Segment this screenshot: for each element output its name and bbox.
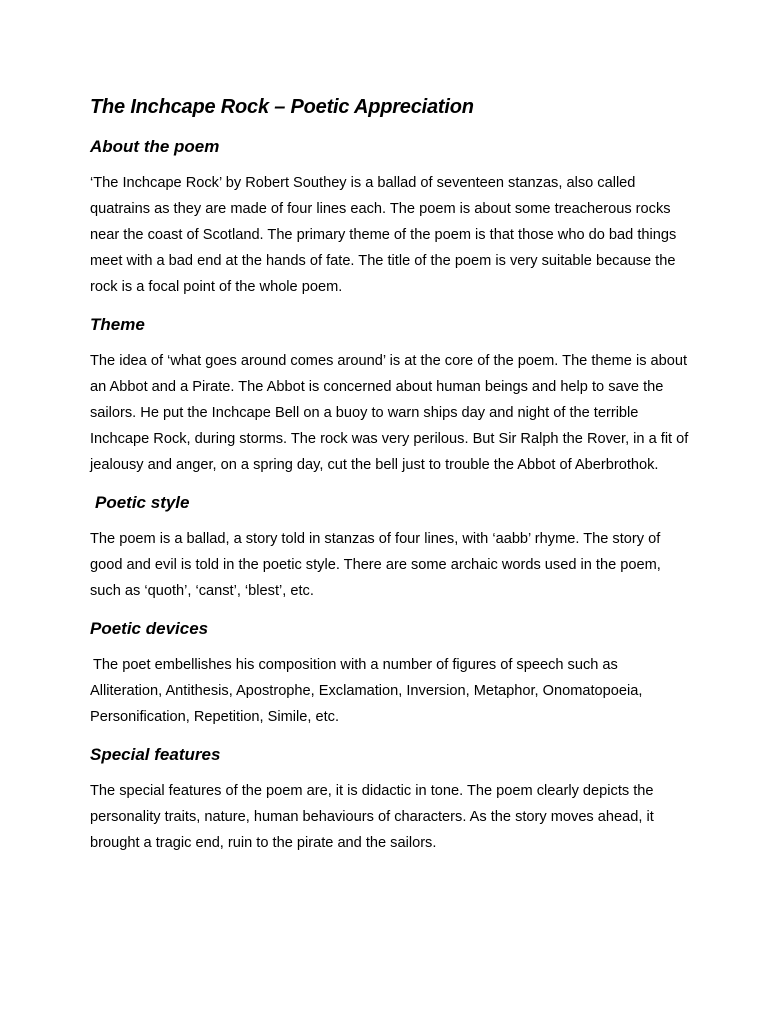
document-page (90, 92, 690, 868)
heading-poetic-devices: Poetic devices (90, 619, 209, 638)
heading-poetic-style: Poetic style (95, 493, 190, 512)
heading-theme: Theme (90, 315, 145, 334)
heading-about-the-poem: About the poem (90, 137, 220, 156)
paragraph-poetic-style: The poem is a ballad, a story told in stanzas of four lines, with ‘aabb’ rhyme. The story of good and evil is told in the poetic style. There are some archaic words used in the poem, such as ‘quoth’, ‘canst’, ‘blest’, etc. (90, 531, 661, 599)
paragraph-theme: The idea of ‘what goes around comes around’ is at the core of the poem. The theme is about an Abbot and a Pirate. The Abbot is concerned about human beings and help to save the sailors. He put the Inchcape Bell on a buoy to warn ships day and night of the terrible Inchcape Rock, during storms. The rock was very perilous. But Sir Ralph the Rover, in a fit of jealousy and anger, on a spring day, cut the bell just to trouble the Abbot of Aberbrothok. (90, 353, 689, 473)
paragraph-poetic-devices: The poet embellishes his composition with a number of figures of speech such as Alliteration, Antithesis, Apostrophe, Exclamation, Inversion, Metaphor, Onomatopoeia, Personification, Repetition, Simile, etc. (90, 657, 643, 725)
paragraph-special-features: The special features of the poem are, it is didactic in tone. The poem clearly depicts the personality traits, nature, human behaviours of characters. As the story moves ahead, it brought a tragic end, ruin to the pirate and the sailors. (90, 783, 654, 851)
heading-special-features: Special features (90, 745, 221, 764)
document-title: The Inchcape Rock – Poetic Appreciation (90, 96, 474, 118)
paragraph-about-the-poem: ‘The Inchcape Rock’ by Robert Southey is a ballad of seventeen stanzas, also called quatrains as they are made of four lines each. The poem is about some treacherous rocks near the coast of Scotland. The primary theme of the poem is that those who do bad things meet with a bad end at the hands of fate. The title of the poem is very suitable because the rock is a focal point of the whole poem. (90, 175, 677, 295)
